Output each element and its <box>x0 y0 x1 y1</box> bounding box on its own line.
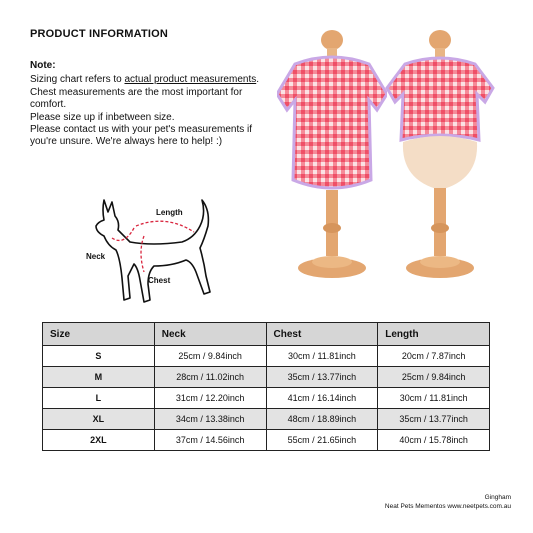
size-cell: M <box>43 367 155 388</box>
product-name: Gingham <box>484 494 511 501</box>
length-cell: 35cm / 13.77inch <box>378 409 490 430</box>
size-cell: S <box>43 346 155 367</box>
notes-heading: Note: <box>30 60 56 71</box>
page-title: PRODUCT INFORMATION <box>30 28 169 40</box>
chest-label: Chest <box>148 276 171 285</box>
table-row <box>43 367 490 388</box>
table-row <box>43 409 490 430</box>
size-cell: L <box>43 388 155 409</box>
chest-cell: 55cm / 21.65inch <box>266 430 378 451</box>
size-cell: 2XL <box>43 430 155 451</box>
neck-label: Neck <box>86 252 106 261</box>
table-row <box>43 430 490 451</box>
neck-cell: 25cm / 9.84inch <box>154 346 266 367</box>
notes-line-1-text: Sizing chart refers to <box>30 74 125 86</box>
notes-block <box>30 60 270 149</box>
table-row <box>43 388 490 409</box>
length-cell: 40cm / 15.78inch <box>378 430 490 451</box>
length-cell: 20cm / 7.87inch <box>378 346 490 367</box>
neck-cell: 34cm / 13.38inch <box>154 409 266 430</box>
actual-measurements-link[interactable]: actual product measurements <box>124 74 257 86</box>
length-cell: 25cm / 9.84inch <box>378 367 490 388</box>
notes-line-1-end: . <box>256 74 259 86</box>
size-cell: XL <box>43 409 155 430</box>
notes-line-4: Please contact us with your pet's measurements if you're unsure. We're always here to help! :) <box>30 124 253 148</box>
length-cell: 30cm / 11.81inch <box>378 388 490 409</box>
front-view-product-image <box>277 30 387 290</box>
chest-cell: 48cm / 18.89inch <box>266 409 378 430</box>
dog-measurement-diagram <box>82 192 232 317</box>
header-neck: Neck <box>154 323 266 346</box>
chest-cell: 35cm / 13.77inch <box>266 367 378 388</box>
header-length: Length <box>378 323 490 346</box>
chest-cell: 41cm / 16.14inch <box>266 388 378 409</box>
table-header-row <box>43 323 490 346</box>
footer <box>385 494 511 511</box>
header-chest: Chest <box>266 323 378 346</box>
chest-cell: 30cm / 11.81inch <box>266 346 378 367</box>
neck-cell: 31cm / 12.20inch <box>154 388 266 409</box>
neck-cell: 28cm / 11.02inch <box>154 367 266 388</box>
length-label: Length <box>156 208 183 217</box>
header-size: Size <box>43 323 155 346</box>
neck-cell: 37cm / 14.56inch <box>154 430 266 451</box>
table-row <box>43 346 490 367</box>
notes-line-2: Chest measurements are the most important for comfort. <box>30 86 243 111</box>
back-view-product-image <box>385 30 495 290</box>
size-chart-table <box>42 322 490 451</box>
brand-website: Neat Pets Mementos www.neetpets.com.au <box>384 503 511 510</box>
notes-line-3: Please size up if inbetween size. <box>30 111 175 123</box>
notes-line-1 <box>30 74 270 86</box>
